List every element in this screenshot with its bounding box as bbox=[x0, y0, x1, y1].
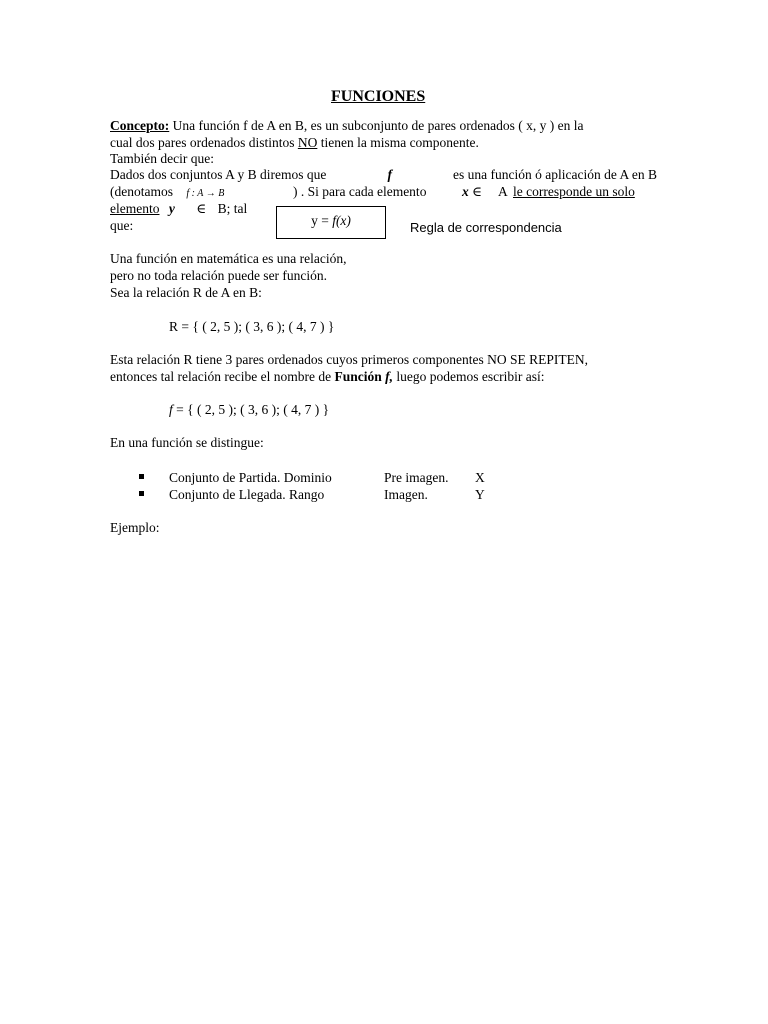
concept-label: Concepto: bbox=[110, 118, 170, 133]
given-line-1 bbox=[110, 166, 657, 183]
relation-line-3: Sea la relación R de A en B: bbox=[110, 285, 262, 300]
bullet-1-a: Conjunto de Partida. Dominio bbox=[169, 470, 332, 485]
also-line: También decir que: bbox=[110, 151, 215, 166]
page-title: FUNCIONES bbox=[331, 88, 426, 105]
function-f bbox=[169, 401, 329, 418]
explanation-line-2 bbox=[110, 368, 545, 385]
bullet-icon bbox=[139, 474, 144, 479]
explanation-text-2a: entonces tal relación recibe el nombre de bbox=[110, 369, 335, 384]
bullet-icon bbox=[139, 491, 144, 496]
relation-line-1: Una función en matemática es una relación, bbox=[110, 251, 347, 266]
given-text-1b: es una función ó aplicación de A en B bbox=[453, 167, 657, 182]
distinguish-line: En una función se distingue: bbox=[110, 435, 264, 450]
given-y: y bbox=[168, 201, 175, 216]
bullet-2-b: Imagen. bbox=[384, 487, 428, 502]
example-label: Ejemplo: bbox=[110, 520, 160, 535]
funcion-f: f, bbox=[385, 369, 394, 384]
mapping-notation: f : A → B bbox=[186, 188, 225, 199]
given-x: x bbox=[462, 184, 469, 199]
element-of-symbol: ∈ bbox=[472, 184, 482, 199]
concept-line-1 bbox=[110, 117, 584, 134]
given-text-3: B; tal bbox=[217, 201, 248, 216]
given-text-2a: (denotamos bbox=[110, 184, 173, 199]
concept-text-2b: tienen la misma componente. bbox=[317, 135, 479, 150]
bullet-2-c: Y bbox=[475, 487, 485, 502]
relation-line-2: pero no toda relación puede ser función. bbox=[110, 268, 328, 283]
given-line-4: que: bbox=[110, 218, 134, 233]
funcion-bold: Función bbox=[334, 369, 382, 384]
bullet-1-b: Pre imagen. bbox=[384, 470, 449, 485]
given-text-2b: ) . Si para cada elemento bbox=[293, 184, 427, 199]
bullet-2-a: Conjunto de Llegada. Rango bbox=[169, 487, 325, 502]
explanation-line-1: Esta relación R tiene 3 pares ordenados cuyos primeros componentes NO SE REPITEN, bbox=[110, 352, 589, 367]
given-underlined-1: le corresponde un solo bbox=[513, 184, 635, 199]
function-f-symbol: f bbox=[169, 402, 173, 417]
rule-label: Regla de correspondencia bbox=[410, 220, 562, 235]
given-f: f bbox=[387, 167, 392, 182]
formula-fx: f(x) bbox=[332, 213, 351, 228]
bullet-1-c: X bbox=[475, 470, 485, 485]
given-line-3 bbox=[110, 200, 247, 217]
explanation-text-2b: luego podemos escribir así: bbox=[393, 369, 545, 384]
concept-text-2a: cual dos pares ordenados distintos bbox=[110, 135, 298, 150]
concept-no: NO bbox=[297, 135, 318, 150]
formula-y: y = bbox=[311, 213, 333, 228]
given-a: A bbox=[498, 184, 508, 199]
function-f-pairs: = { ( 2, 5 ); ( 3, 6 ); ( 4, 7 ) } bbox=[172, 402, 330, 417]
given-underlined-2: elemento bbox=[110, 201, 160, 216]
concept-line-2 bbox=[110, 134, 479, 151]
formula-box bbox=[276, 206, 386, 239]
element-of-symbol-2: ∈ bbox=[196, 201, 207, 216]
relation-r: R = { ( 2, 5 ); ( 3, 6 ); ( 4, 7 ) } bbox=[169, 319, 335, 334]
concept-text-1: Una función f de A en B, es un subconjunto de pares ordenados ( x, y ) en la bbox=[169, 118, 584, 133]
given-text-1a: Dados dos conjuntos A y B diremos que bbox=[110, 167, 327, 182]
